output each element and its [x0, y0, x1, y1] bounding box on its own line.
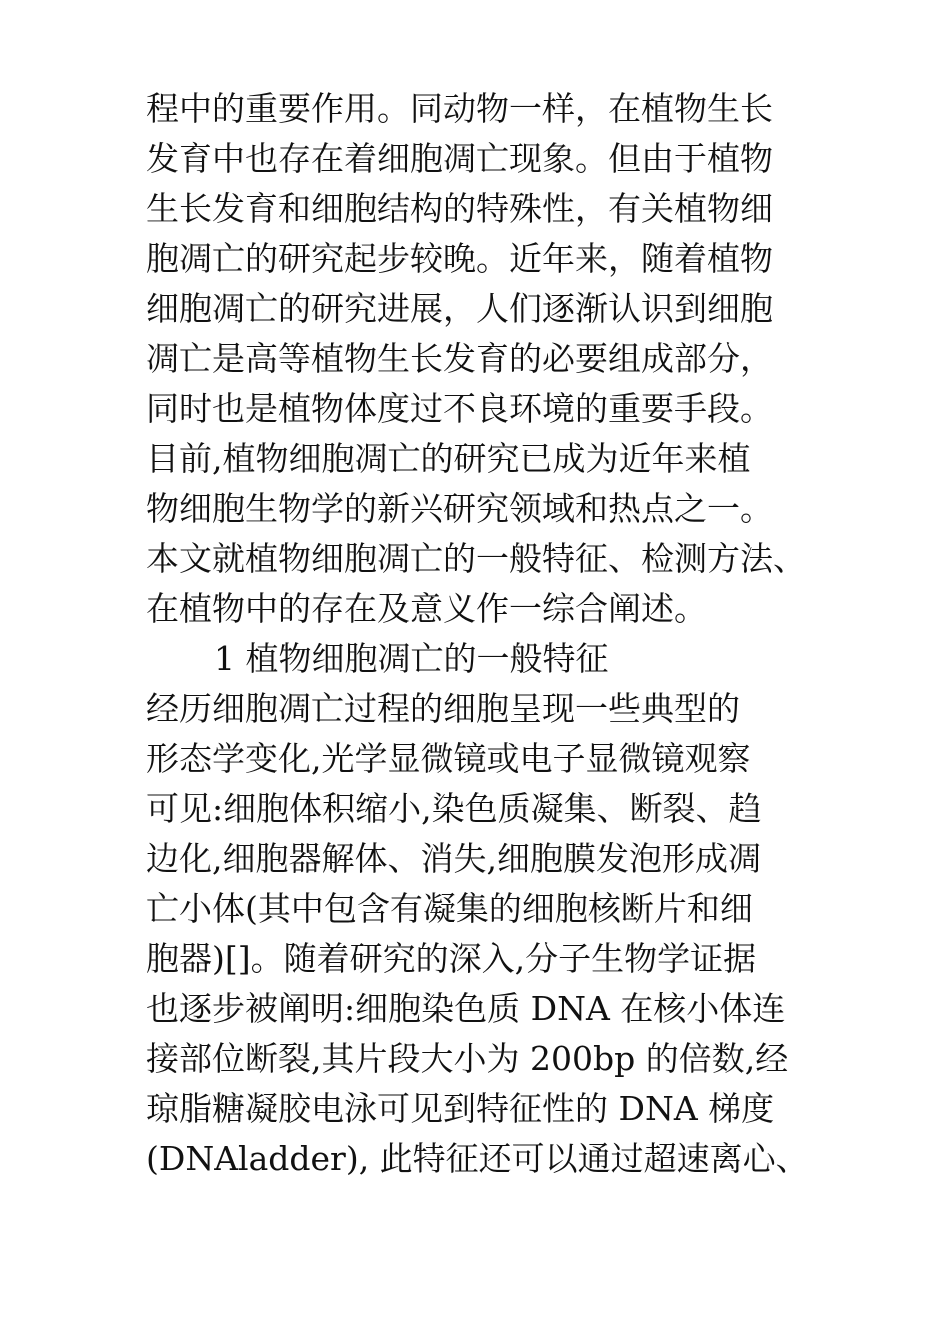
text-line: 物细胞生物学的新兴研究领域和热点之一。: [146, 489, 773, 528]
text-line: 细胞凋亡的研究进展，人们逐渐认识到细胞: [146, 289, 773, 328]
text-line: (DNAladder), 此特征还可以通过超速离心、: [146, 1139, 809, 1178]
section-heading: 1 植物细胞凋亡的一般特征: [214, 639, 609, 678]
text-line: 亡小体(其中包含有凝集的细胞核断片和细: [146, 889, 753, 928]
text-line: 经历细胞凋亡过程的细胞呈现一些典型的: [146, 689, 740, 728]
text-line: 本文就植物细胞凋亡的一般特征、检测方法、: [146, 539, 806, 578]
text-line: 胞器)[]。随着研究的深入,分子生物学证据: [146, 939, 757, 978]
text-line: 琼脂糖凝胶电泳可见到特征性的 DNA 梯度: [146, 1089, 775, 1128]
body-text: [146, 84, 936, 1184]
text-line: 边化,细胞器解体、消失,细胞膜发泡形成凋: [146, 839, 761, 878]
text-line: 可见:细胞体积缩小,染色质凝集、断裂、趋: [146, 789, 762, 828]
text-line: 程中的重要作用。同动物一样，在植物生长: [146, 89, 773, 128]
text-line: 发育中也存在着细胞凋亡现象。但由于植物: [146, 139, 773, 178]
text-line: 同时也是植物体度过不良环境的重要手段。: [146, 389, 773, 428]
text-line: 在植物中的存在及意义作一综合阐述。: [146, 589, 707, 628]
text-line: 形态学变化,光学显微镜或电子显微镜观察: [146, 739, 751, 778]
text-line: 胞凋亡的研究起步较晚。近年来，随着植物: [146, 239, 773, 278]
text-line: 目前,植物细胞凋亡的研究已成为近年来植: [146, 439, 751, 478]
text-line: 凋亡是高等植物生长发育的必要组成部分，: [146, 339, 773, 378]
text-line: 也逐步被阐明:细胞染色质 DNA 在核小体连: [146, 989, 786, 1028]
text-line: 生长发育和细胞结构的特殊性，有关植物细: [146, 189, 773, 228]
text-line: 接部位断裂,其片段大小为 200bp 的倍数,经: [146, 1039, 789, 1078]
